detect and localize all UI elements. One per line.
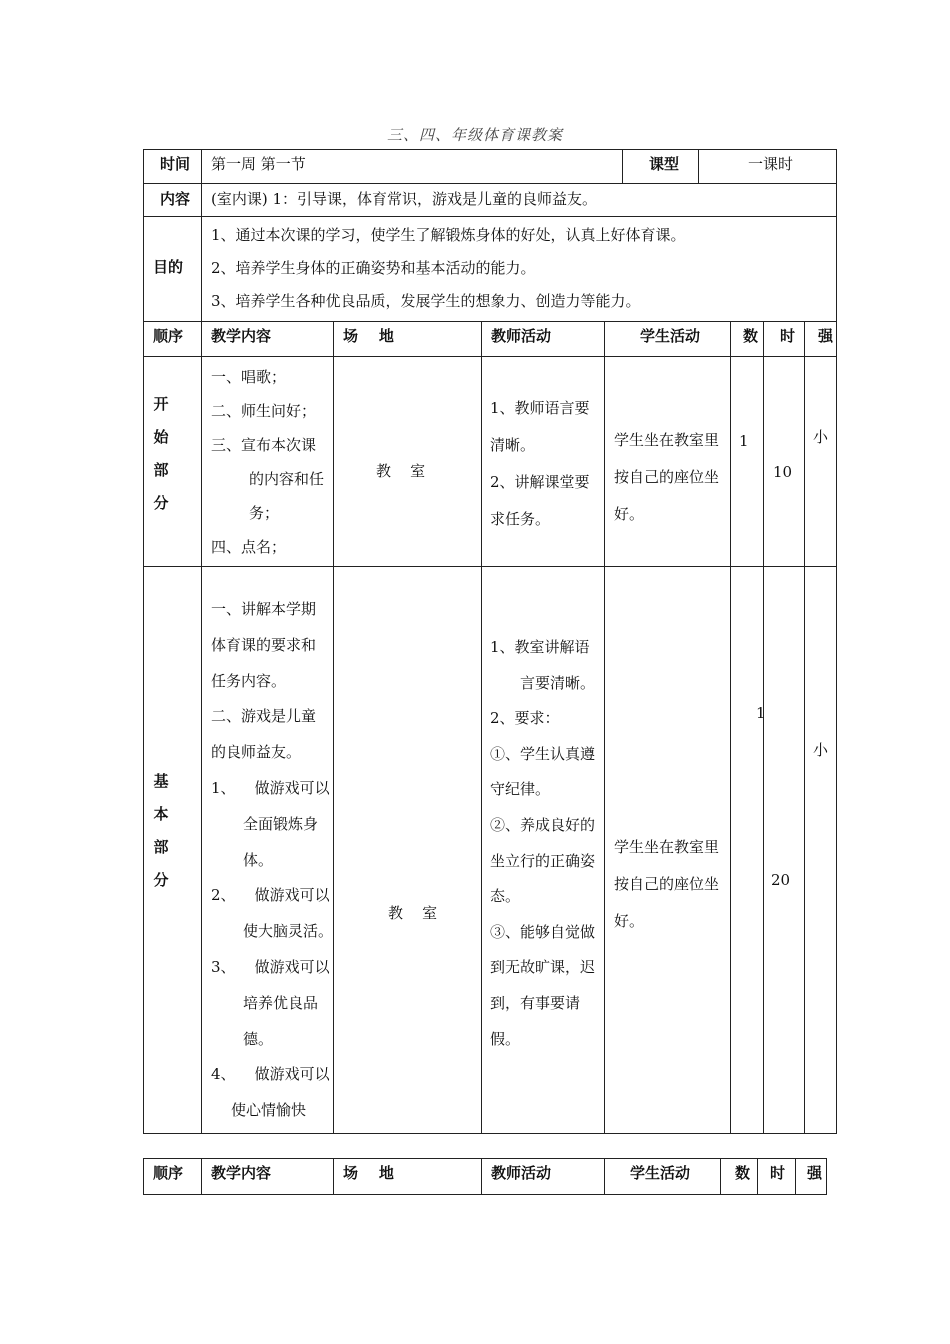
student-line: 学生坐在教室里 bbox=[614, 431, 720, 449]
student-line: 好。 bbox=[614, 505, 645, 523]
teacher-line: 到无故旷课，迟 bbox=[490, 958, 596, 977]
teacher-line: 2、讲解课堂要 bbox=[490, 473, 590, 491]
section-start-char: 部 bbox=[153, 461, 169, 479]
time-label: 时间 bbox=[160, 155, 191, 173]
document-title: 三、四、年级体育课教案 bbox=[386, 126, 563, 144]
section-main-char: 基 bbox=[153, 772, 169, 790]
teacher-line: ②、养成良好的 bbox=[490, 815, 596, 834]
header-order: 顺序 bbox=[153, 327, 184, 345]
header-place: 场 地 bbox=[343, 327, 394, 345]
section-main-student bbox=[614, 829, 732, 940]
section-start-content bbox=[211, 360, 333, 564]
content-line: 3、 做游戏可以 bbox=[211, 957, 330, 976]
header-student: 学生活动 bbox=[640, 327, 701, 345]
section-main-time: 20 bbox=[771, 871, 791, 889]
header-time: 时 bbox=[780, 327, 796, 345]
teacher-line: 1、教师语言要 bbox=[490, 399, 590, 417]
content-value: (室内课) 1：引导课，体育常识，游戏是儿童的良师益友。 bbox=[211, 190, 598, 208]
section-start-place: 教 室 bbox=[376, 462, 426, 480]
teacher-line: ①、学生认真遵 bbox=[490, 744, 596, 763]
header-teacher: 教师活动 bbox=[491, 327, 552, 345]
section-main-char: 分 bbox=[153, 871, 169, 889]
header-intensity: 强 bbox=[818, 327, 834, 345]
teacher-line: 言要清晰。 bbox=[520, 673, 596, 692]
content-line: 三、宣布本次课 bbox=[211, 436, 317, 454]
content-line: 的良师益友。 bbox=[211, 743, 302, 762]
header2-intensity: 强 bbox=[807, 1164, 823, 1182]
section-main-label bbox=[151, 765, 171, 897]
content-line: 一、唱歌； bbox=[211, 368, 287, 386]
content-label: 内容 bbox=[160, 190, 191, 208]
section-start-char: 开 bbox=[153, 395, 169, 413]
student-line: 按自己的座位坐 bbox=[614, 468, 720, 486]
section-main-char: 部 bbox=[153, 838, 169, 856]
lesson-type-label: 课型 bbox=[649, 155, 680, 173]
student-line: 好。 bbox=[614, 912, 645, 930]
section-start-teacher bbox=[490, 390, 604, 538]
content-line: 务； bbox=[249, 504, 280, 522]
section-start-intensity: 小 bbox=[813, 428, 829, 446]
content-line: 1、 做游戏可以 bbox=[211, 778, 330, 797]
content-line: 二、师生问好； bbox=[211, 402, 317, 420]
header-content: 教学内容 bbox=[211, 327, 272, 345]
student-line: 按自己的座位坐 bbox=[614, 875, 720, 893]
content-line: 德。 bbox=[243, 1029, 274, 1048]
goal-item-3: 3、培养学生各种优良品质，发展学生的想象力、创造力等能力。 bbox=[211, 292, 641, 310]
header2-count: 数 bbox=[735, 1164, 751, 1182]
section-main-place: 教 室 bbox=[388, 904, 438, 922]
header2-content: 教学内容 bbox=[211, 1164, 272, 1182]
teacher-line: 态。 bbox=[490, 887, 521, 906]
content-line: 4、 做游戏可以 bbox=[211, 1065, 330, 1084]
section-start-student bbox=[614, 422, 732, 533]
teacher-line: 守纪律。 bbox=[490, 780, 551, 799]
header2-place: 场 地 bbox=[343, 1164, 394, 1182]
content-line: 二、游戏是儿童 bbox=[211, 707, 317, 726]
section-start-char: 始 bbox=[153, 428, 169, 446]
section-main-content bbox=[211, 592, 337, 1129]
student-line: 学生坐在教室里 bbox=[614, 838, 720, 856]
teacher-line: 假。 bbox=[490, 1029, 521, 1048]
header2-time: 时 bbox=[770, 1164, 786, 1182]
content-line: 体。 bbox=[243, 850, 274, 869]
section-main-count: 1 bbox=[756, 704, 766, 722]
teacher-line: ③、能够自觉做 bbox=[490, 922, 596, 941]
teacher-line: 求任务。 bbox=[490, 510, 551, 528]
goal-item-1: 1、通过本次课的学习，使学生了解锻炼身体的好处，认真上好体育课。 bbox=[211, 226, 686, 244]
header-count: 数 bbox=[743, 327, 759, 345]
header2-teacher: 教师活动 bbox=[491, 1164, 552, 1182]
content-line: 全面锻炼身 bbox=[243, 814, 319, 833]
section-start-count: 1 bbox=[739, 432, 749, 450]
teacher-line: 清晰。 bbox=[490, 436, 536, 454]
content-line: 使大脑灵活。 bbox=[243, 922, 334, 941]
goal-item-2: 2、培养学生身体的正确姿势和基本活动的能力。 bbox=[211, 259, 536, 277]
teacher-line: 1、教室讲解语 bbox=[490, 638, 590, 656]
content-line: 体育课的要求和 bbox=[211, 635, 317, 654]
content-line: 四、点名； bbox=[211, 538, 287, 556]
header2-student: 学生活动 bbox=[630, 1164, 691, 1182]
section-main-teacher bbox=[490, 630, 606, 1057]
content-line: 一、讲解本学期 bbox=[211, 600, 317, 618]
section-start-char: 分 bbox=[153, 494, 169, 512]
content-line: 2、 做游戏可以 bbox=[211, 886, 330, 905]
section-main-intensity: 小 bbox=[813, 741, 829, 759]
content-line: 培养优良品 bbox=[243, 993, 319, 1012]
section-start-time: 10 bbox=[773, 463, 793, 481]
goal-label: 目的 bbox=[153, 258, 184, 276]
teacher-line: 坐立行的正确姿 bbox=[490, 851, 596, 870]
content-line: 的内容和任 bbox=[249, 470, 325, 488]
teacher-line: 2、要求： bbox=[490, 709, 560, 728]
content-line: 任务内容。 bbox=[211, 671, 287, 690]
content-line: 使心情愉快 bbox=[231, 1101, 307, 1120]
lesson-type-value: 一课时 bbox=[748, 155, 794, 173]
teacher-line: 到，有事要请 bbox=[490, 993, 581, 1012]
time-value: 第一周 第一节 bbox=[211, 155, 306, 173]
header2-order: 顺序 bbox=[153, 1164, 184, 1182]
section-main-char: 本 bbox=[153, 805, 169, 823]
section-start-label bbox=[151, 388, 171, 520]
